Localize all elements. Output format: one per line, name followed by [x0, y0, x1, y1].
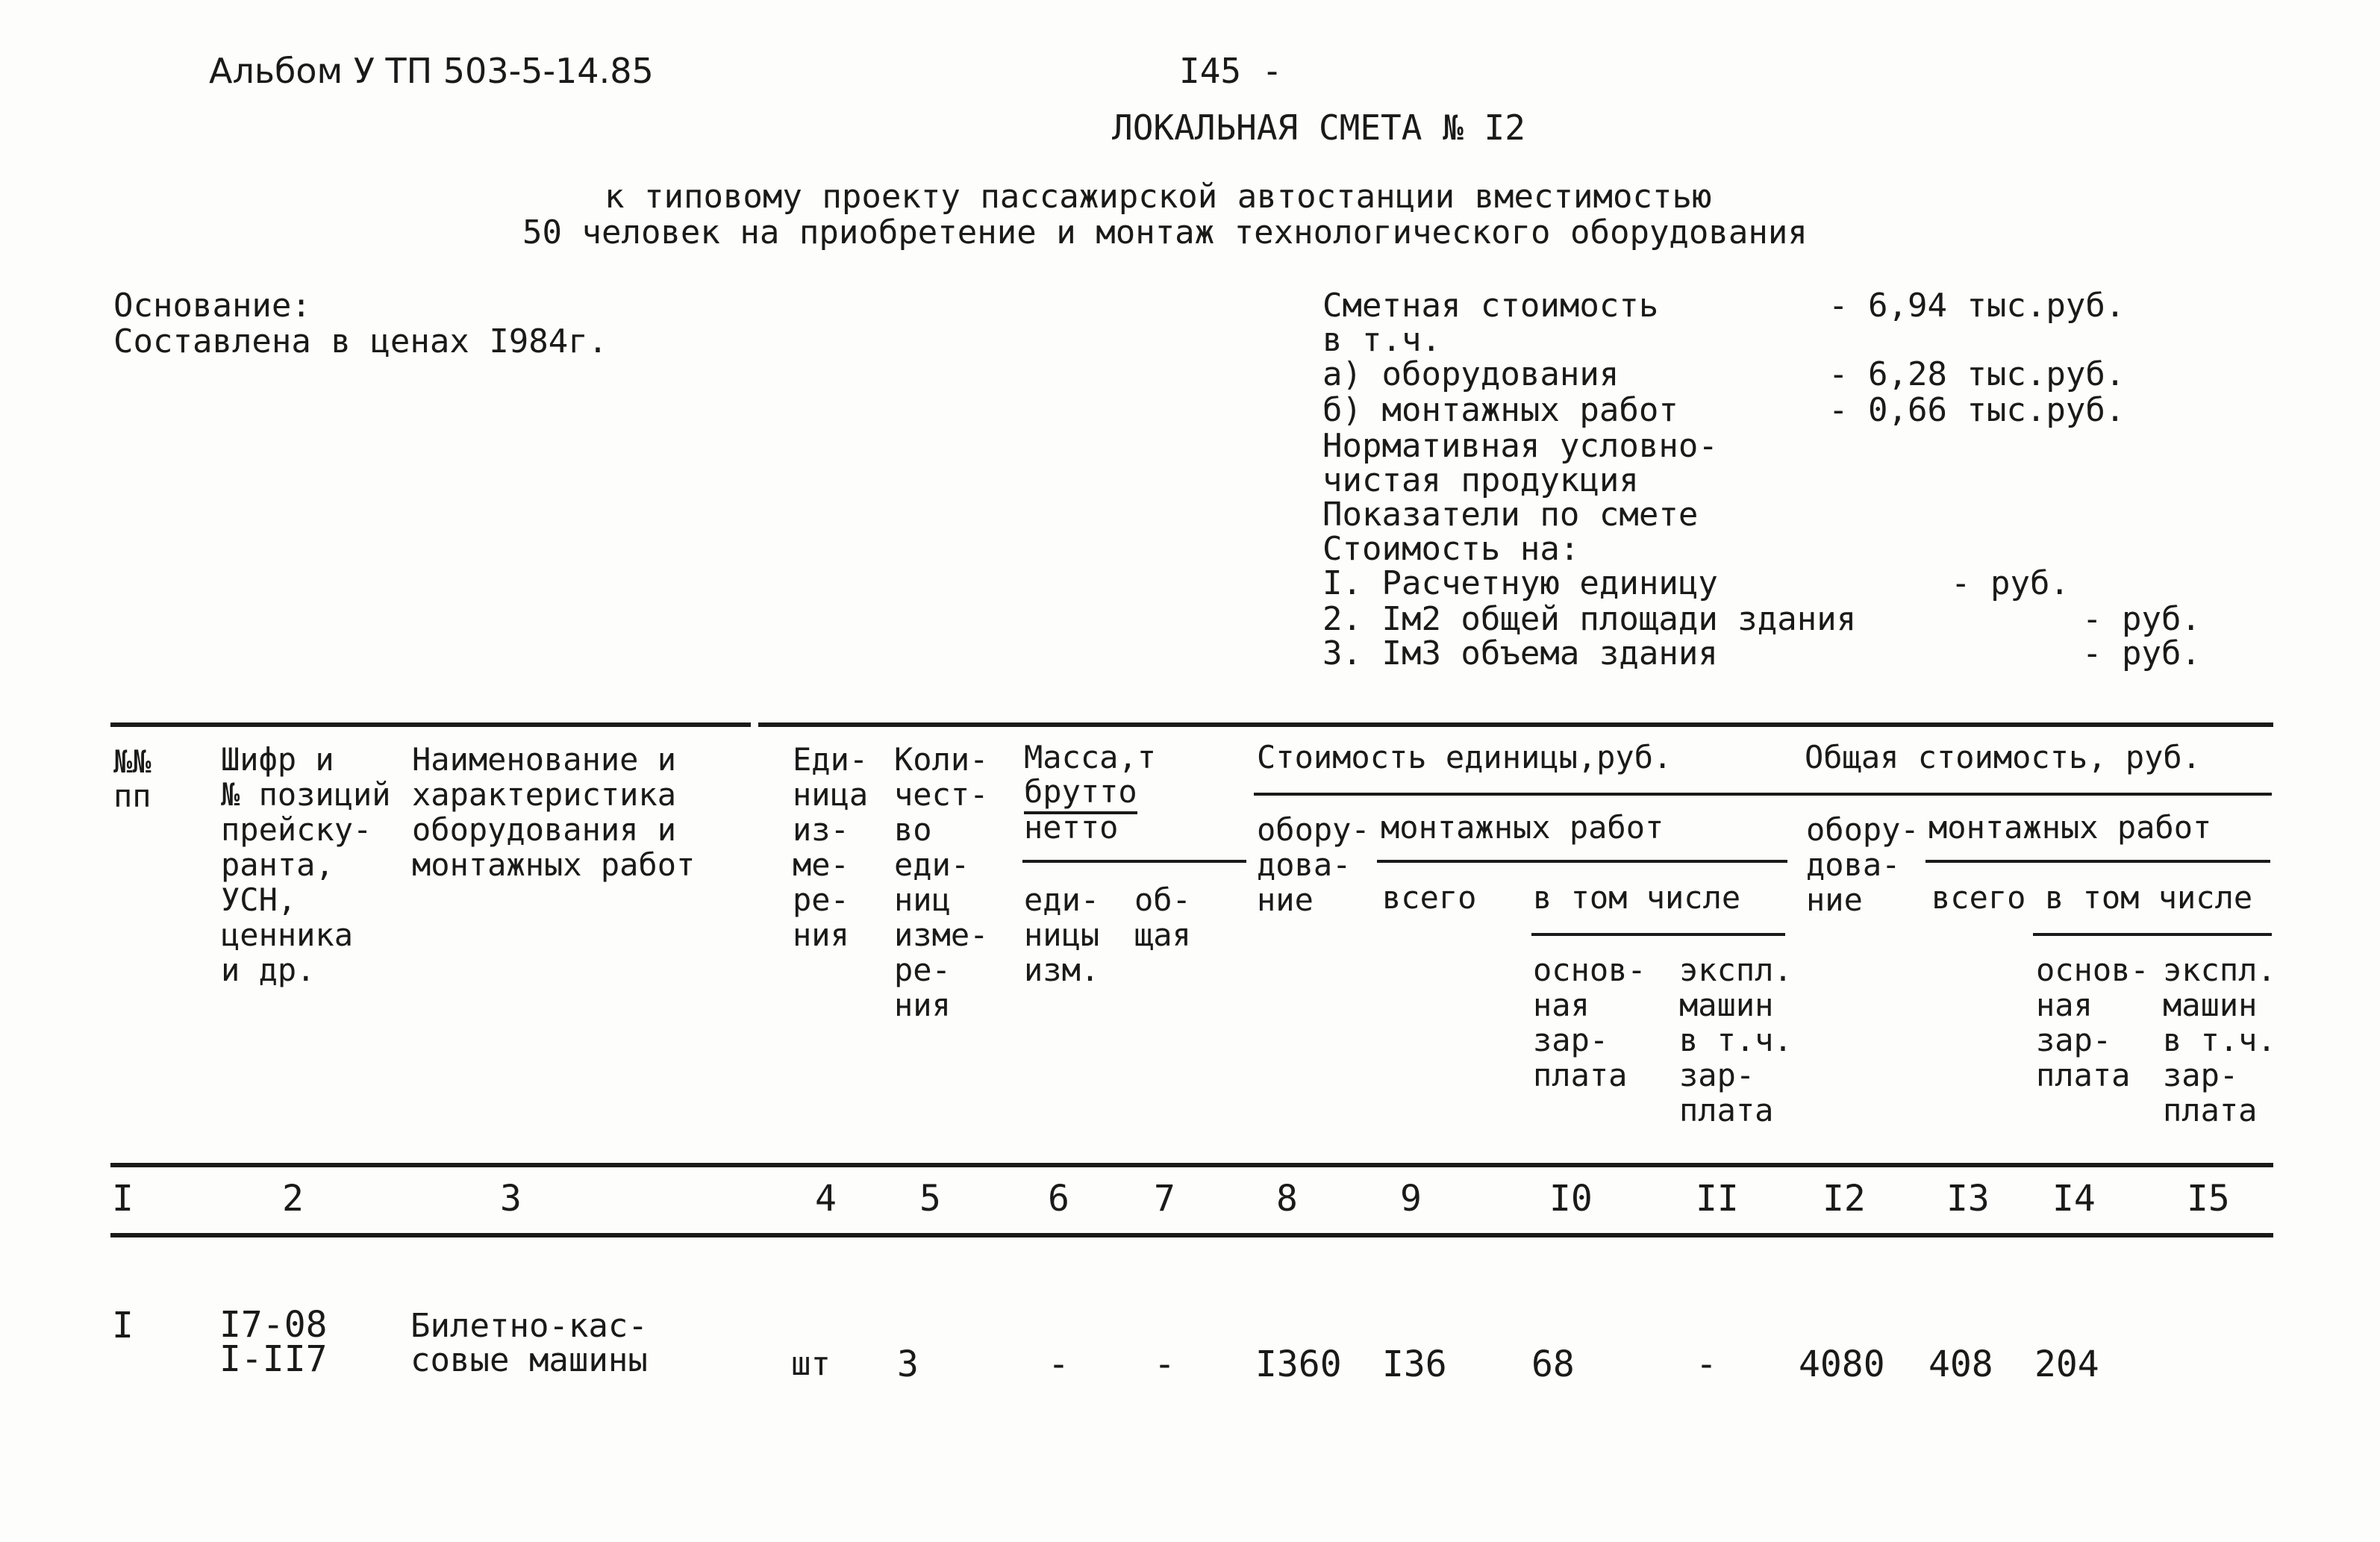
- header-unit-cost-title: Стоимость единицы,руб.: [1257, 739, 1672, 775]
- summary-label: а) оборудования: [1322, 355, 1620, 393]
- basis-label: Основание:: [113, 287, 311, 325]
- subtitle-line-1: к типовому проекту пассажирской автостанции вместимостью: [605, 178, 1712, 216]
- summary-value: - 6,94 тыс.руб.: [1828, 287, 2126, 325]
- indicator-value: - руб.: [1951, 564, 2070, 602]
- header-unit-machines: экспл. машин в т.ч. зар- плата: [1679, 952, 1793, 1129]
- indicator-value: - руб.: [2082, 634, 2201, 672]
- rule-unit-install: [1377, 860, 1787, 863]
- summary-label: б) монтажных работ: [1322, 391, 1678, 429]
- column-number: I4: [2052, 1178, 2096, 1220]
- row-name: Билетно-кас- совые машины: [410, 1307, 648, 1379]
- column-number: 4: [815, 1178, 837, 1220]
- header-total-including: в том числе: [2045, 879, 2253, 916]
- column-number: 5: [919, 1178, 941, 1220]
- header-unit-including: в том числе: [1533, 879, 1741, 916]
- column-number: I2: [1823, 1178, 1866, 1220]
- summary-label: чистая продукция: [1322, 461, 1639, 499]
- column-number: II: [1696, 1178, 1739, 1220]
- basis-prices: Составлена в ценах I984г.: [113, 322, 608, 360]
- table-colnum-bottom-rule: [110, 1233, 2273, 1237]
- table-top-rule-left: [110, 722, 751, 727]
- summary-value: - 0,66 тыс.руб.: [1828, 391, 2126, 429]
- column-number: 9: [1400, 1178, 1422, 1220]
- row-installation-unit-cost: I36: [1382, 1343, 1447, 1385]
- column-number: I0: [1549, 1178, 1593, 1220]
- header-mass-netto: нетто: [1024, 809, 1119, 846]
- header-total-installation: монтажных работ: [1928, 809, 2212, 846]
- header-total-equipment: обору- дова- ние: [1806, 811, 1920, 918]
- rule-total-install: [1925, 860, 2270, 863]
- rule-unit-including: [1531, 933, 1785, 936]
- summary-label: в т.ч.: [1322, 321, 1441, 359]
- indicator-label: 2. Iм2 общей площади здания: [1322, 600, 1857, 638]
- rule-under-cost-titles: [1254, 793, 2272, 796]
- header-unit-install-total: всего: [1382, 879, 1477, 916]
- indicator-label: I. Расчетную единицу: [1322, 564, 1718, 602]
- indicator-value: - руб.: [2082, 600, 2201, 638]
- header-unit-basic-wage: основ- ная зар- плата: [1533, 952, 1646, 1093]
- row-installation-total-cost: 408: [1928, 1343, 1993, 1385]
- header-mass-unit: еди- ницы изм.: [1024, 881, 1100, 988]
- header-total-cost-title: Общая стоимость, руб.: [1805, 739, 2202, 775]
- header-unit: Еди- ница из- ме- ре- ния: [793, 741, 869, 953]
- header-mass-brutto: [1024, 773, 1137, 810]
- column-number: 7: [1154, 1178, 1175, 1220]
- column-number: I: [112, 1178, 134, 1220]
- mass-brutto-text: брутто: [1024, 773, 1137, 814]
- row-mass-unit: -: [1048, 1343, 1069, 1385]
- header-name: Наименование и характеристика оборудования и монтажных работ: [412, 741, 696, 883]
- table-top-rule-right: [758, 722, 2273, 727]
- album-reference: Альбом У ТП 503-5-14.85: [209, 51, 654, 91]
- header-total-basic-wage: основ- ная зар- плата: [2036, 952, 2149, 1093]
- subtitle-line-2: 50 человек на приобретение и монтаж технологического оборудования: [522, 213, 1808, 252]
- row-quantity: 3: [897, 1343, 919, 1385]
- column-number: 8: [1276, 1178, 1298, 1220]
- header-mass-total: об- щая: [1134, 881, 1191, 953]
- header-unit-equipment: обору- дова- ние: [1257, 811, 1370, 918]
- row-equipment-unit-cost: I360: [1255, 1343, 1342, 1385]
- header-mass-title: Масса,т: [1024, 739, 1157, 775]
- row-unit: шт: [791, 1345, 831, 1383]
- summary-label: Нормативная условно-: [1322, 427, 1718, 465]
- rule-mass-split: [1022, 860, 1246, 863]
- header-total-install-total: всего: [1931, 879, 2026, 916]
- header-row-number: №№ пп: [113, 743, 152, 814]
- header-total-machines: экспл. машин в т.ч. зар- плата: [2163, 952, 2276, 1129]
- row-price-code: I7-08 I-II7: [219, 1304, 328, 1380]
- column-number: 3: [500, 1178, 522, 1220]
- row-machines: -: [1696, 1343, 1717, 1385]
- summary-value: - 6,28 тыс.руб.: [1828, 355, 2126, 393]
- header-price-code: Шифр и № позиций прейску- ранта, УСН, ценника и др.: [221, 741, 391, 988]
- column-number: 6: [1048, 1178, 1069, 1220]
- summary-label: Стоимость на:: [1322, 530, 1580, 568]
- page-number: I45 -: [1179, 51, 1283, 91]
- column-number: I3: [1946, 1178, 1990, 1220]
- row-basic-wage-total: 204: [2034, 1343, 2099, 1385]
- row-equipment-total-cost: 4080: [1799, 1343, 1885, 1385]
- summary-label: Сметная стоимость: [1322, 287, 1659, 325]
- row-number: I: [112, 1305, 134, 1346]
- document-title: ЛОКАЛЬНАЯ СМЕТА № I2: [1112, 107, 1525, 148]
- header-quantity: Коли- чест- во еди- ниц изме- ре- ния: [894, 741, 989, 1023]
- row-mass-total: -: [1154, 1343, 1175, 1385]
- table-header-bottom-rule: [110, 1163, 2273, 1167]
- header-unit-installation: монтажных работ: [1381, 809, 1664, 846]
- rule-total-including: [2033, 933, 2272, 936]
- column-number: I5: [2187, 1178, 2230, 1220]
- indicator-label: 3. Iм3 объема здания: [1322, 634, 1718, 672]
- summary-label: Показатели по смете: [1322, 496, 1699, 534]
- column-number: 2: [282, 1178, 304, 1220]
- row-basic-wage: 68: [1531, 1343, 1575, 1385]
